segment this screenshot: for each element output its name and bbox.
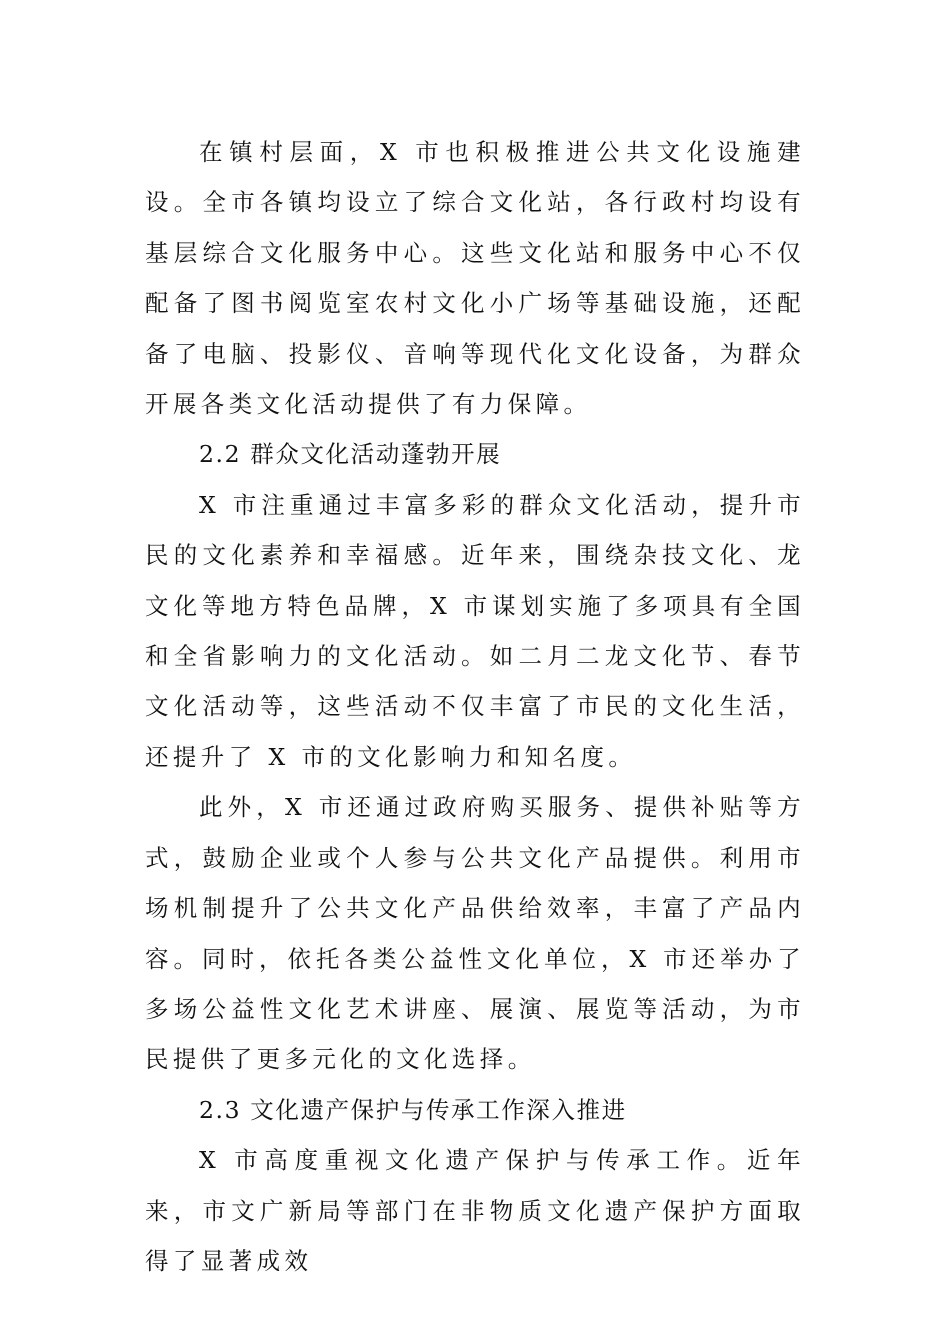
- paragraph-mass-cultural-activities: X 市注重通过丰富多彩的群众文化活动，提升市民的文化素养和幸福感。近年来，围绕杂技文化、龙文化等地方特色品牌，X 市谋划实施了多项具有全国和全省影响力的文化活动。如二月二龙文化节、春节文化活动等，这些活动不仅丰富了市民的文化生活，还提升了 X 市的文化影响力和知名度。: [145, 490, 805, 771]
- document-page: [145, 127, 805, 1286]
- section-heading-2-3: 2.3 文化遗产保护与传承工作深入推进: [199, 1095, 627, 1124]
- paragraph-heritage-protection: X 市高度重视文化遗产保护与传承工作。近年来，市文广新局等部门在非物质文化遗产保护方面取得了显著成效: [145, 1146, 805, 1275]
- paragraph-town-village-facilities: 在镇村层面，X 市也积极推进公共文化设施建设。全市各镇均设立了综合文化站，各行政村均设有基层综合文化服务中心。这些文化站和服务中心不仅配备了图书阅览室农村文化小广场等基础设施，还配备了电脑、投影仪、音响等现代化文化设备，为群众开展各类文化活动提供了有力保障。: [145, 138, 805, 419]
- paragraph-government-purchase-services: 此外，X 市还通过政府购买服务、提供补贴等方式，鼓励企业或个人参与公共文化产品提供。利用市场机制提升了公共文化产品供给效率，丰富了产品内容。同时，依托各类公益性文化单位，X 市还举办了多场公益性文化艺术讲座、展演、展览等活动，为市民提供了更多元化的文化选择。: [145, 793, 805, 1074]
- section-heading-2-2: 2.2 群众文化活动蓬勃开展: [199, 440, 502, 469]
